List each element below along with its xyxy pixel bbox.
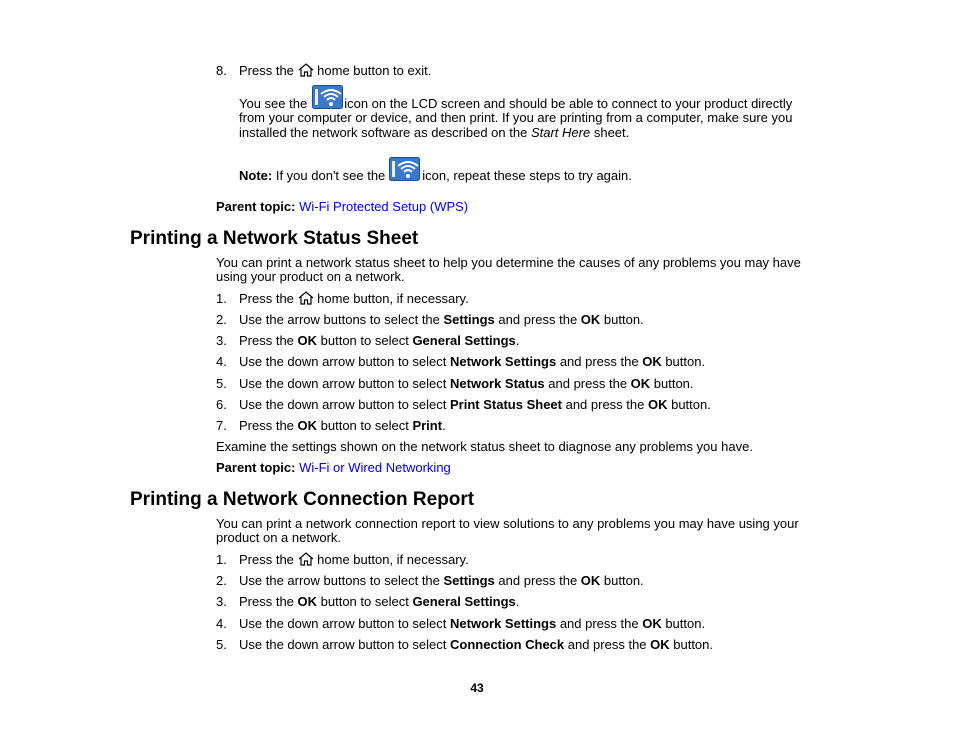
step-text-pre: Press the: [239, 63, 294, 78]
step-text-a: Use the down arrow button to select: [239, 354, 451, 369]
step-text: [239, 376, 694, 391]
step-text-c: and press the: [556, 616, 643, 631]
see-icon-post: icon on the LCD screen and should be able to connect to your product directly: [344, 96, 793, 111]
step-bold-term: Network Settings: [450, 354, 557, 369]
step-text-a: Press the: [239, 594, 298, 609]
step-text-d: .: [515, 594, 520, 609]
step-text-a: Use the arrow buttons to select the: [239, 312, 444, 327]
step-bold-term: OK: [580, 573, 601, 588]
step-bold-term: OK: [630, 376, 651, 391]
parent-topic: [216, 199, 468, 214]
note-pre: If you don't see the: [275, 168, 386, 183]
wifi-icon: [312, 85, 343, 109]
step-bold-term: Print Status Sheet: [450, 397, 562, 412]
parent-topic-link[interactable]: Wi-Fi Protected Setup (WPS): [299, 199, 469, 214]
step-number: 8.: [216, 63, 227, 78]
step-text: [239, 333, 519, 348]
wifi-icon: [389, 157, 420, 181]
step-text: [239, 552, 469, 567]
section-outro: Examine the settings shown on the network status sheet to diagnose any problems you have.: [216, 439, 753, 454]
see-icon-pre: You see the: [239, 96, 308, 111]
page-number: 43: [470, 681, 484, 695]
step-text: [239, 573, 644, 588]
see-icon-line2: from your computer or device, and then print. If you are printing from a computer, make sure you: [239, 110, 793, 125]
step-text-post: home button, if necessary.: [317, 552, 469, 567]
step-text-c: button to select: [317, 418, 413, 433]
parent-topic-link[interactable]: Wi-Fi or Wired Networking: [299, 460, 451, 475]
step-number: 3.: [216, 333, 227, 348]
parent-topic-label: Parent topic:: [216, 199, 296, 214]
step-text-a: Use the arrow buttons to select the: [239, 573, 444, 588]
step-text: [239, 291, 469, 306]
step-text-c: and press the: [494, 573, 581, 588]
step-text: [239, 354, 705, 369]
home-icon: [298, 552, 314, 566]
step-bold-term: OK: [297, 333, 318, 348]
section-intro-line1: You can print a network connection report to view solutions to any problems you may have using your: [216, 516, 799, 531]
step-text-c: and press the: [544, 376, 631, 391]
section-intro-line2: using your product on a network.: [216, 269, 405, 284]
section-intro-line2: product on a network.: [216, 530, 342, 545]
step-bold-term: Settings: [443, 312, 495, 327]
step-text-d: button.: [600, 312, 644, 327]
step-bold-term: General Settings: [412, 333, 516, 348]
step-bold-term: OK: [642, 354, 662, 369]
step-number: 1.: [216, 552, 227, 567]
note: [239, 168, 632, 183]
step-text-pre: Press the: [239, 291, 294, 306]
step-number: 2.: [216, 312, 227, 327]
step-text: [239, 312, 644, 327]
start-here-title: Start Here: [530, 125, 591, 140]
step-text-d: button.: [600, 573, 644, 588]
step-bold-term: OK: [642, 616, 662, 631]
home-icon: [298, 291, 314, 305]
step-text-post: home button, if necessary.: [317, 291, 469, 306]
section-heading: Printing a Network Status Sheet: [130, 228, 419, 249]
step-bold-term: Settings: [443, 573, 495, 588]
step-text-d: button.: [661, 354, 706, 369]
step-bold-term: OK: [297, 418, 318, 433]
step-text-a: Press the: [239, 418, 298, 433]
note-post: icon, repeat these steps to try again.: [422, 168, 632, 183]
parent-topic-label: Parent topic:: [216, 460, 296, 475]
step-bold-term: OK: [647, 397, 668, 412]
step-text-c: and press the: [561, 397, 648, 412]
step-text-c: and press the: [556, 354, 643, 369]
step-text-d: button.: [661, 616, 706, 631]
step-text-c: and press the: [494, 312, 581, 327]
step-text-d: .: [442, 418, 446, 433]
step-number: 1.: [216, 291, 227, 306]
step-text-d: .: [515, 333, 520, 348]
step-bold-term: Network Settings: [450, 616, 557, 631]
step-text-post: home button to exit.: [317, 63, 432, 78]
step-number: 5.: [216, 637, 227, 652]
note-label: Note:: [239, 168, 273, 183]
step-number: 6.: [216, 397, 227, 412]
step-text-pre: Press the: [239, 552, 294, 567]
section-intro-line1: You can print a network status sheet to help you determine the causes of any problems you may have: [216, 255, 801, 270]
home-icon: [298, 63, 314, 77]
step-text-d: button.: [669, 637, 714, 652]
step-number: 4.: [216, 354, 227, 369]
line3-post: sheet.: [593, 125, 630, 140]
step-text: [239, 616, 705, 631]
see-icon-line3: [239, 125, 629, 140]
step-bold-term: Network Status: [450, 376, 545, 391]
step-number: 7.: [216, 418, 227, 433]
step-text-d: button.: [667, 397, 711, 412]
step-text: [239, 594, 519, 609]
step-number: 4.: [216, 616, 227, 631]
step-text-a: Use the down arrow button to select: [239, 397, 451, 412]
step-text: [239, 637, 713, 652]
step-text: [239, 418, 446, 433]
step-bold-term: Connection Check: [450, 637, 565, 652]
step-bold-term: OK: [580, 312, 601, 327]
step-text-c: button to select: [317, 333, 413, 348]
step-number: 2.: [216, 573, 227, 588]
step-text-a: Use the down arrow button to select: [239, 376, 451, 391]
step-text-d: button.: [650, 376, 694, 391]
step-bold-term: General Settings: [412, 594, 516, 609]
step-text-a: Press the: [239, 333, 298, 348]
step-number: 5.: [216, 376, 227, 391]
parent-topic: [216, 460, 451, 475]
step-bold-term: OK: [650, 637, 670, 652]
step-text-c: button to select: [317, 594, 413, 609]
step-text-a: Use the down arrow button to select: [239, 637, 451, 652]
step-number: 3.: [216, 594, 227, 609]
section-heading: Printing a Network Connection Report: [130, 489, 475, 510]
step-text-a: Use the down arrow button to select: [239, 616, 451, 631]
step-bold-term: Print: [412, 418, 443, 433]
step-text: [239, 63, 431, 78]
step-text: [239, 397, 711, 412]
line3-pre: installed the network software as described on the: [239, 125, 528, 140]
step-bold-term: OK: [297, 594, 318, 609]
step-text-c: and press the: [564, 637, 651, 652]
